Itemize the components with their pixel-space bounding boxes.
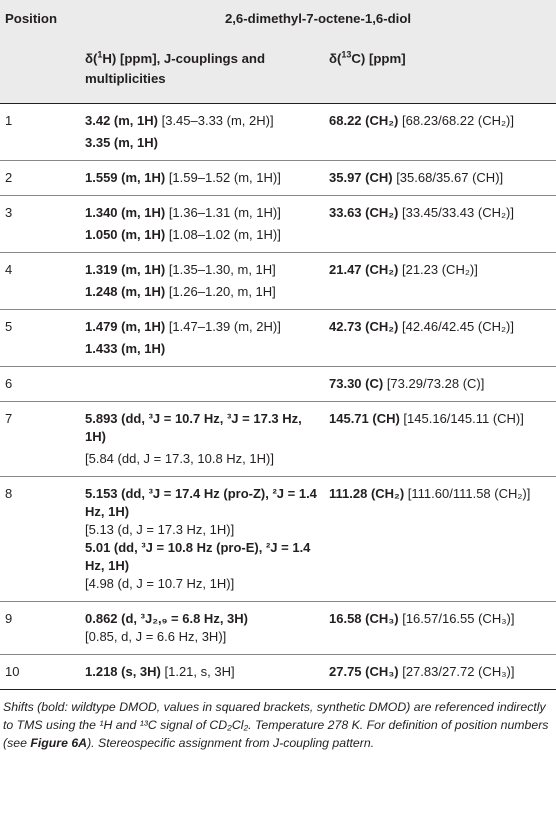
table-footnote: Shifts (bold: wildtype DMOD, values in squared brackets, synthetic DMOD) are referenced indirectly to TMS using the ¹H and ¹³C signal of CD₂Cl₂. Temperature 278 K. For definition of position numbers (see Figure 6A). Stereospecific assignment from J-coupling pattern. [3, 700, 549, 750]
table-row: 5 1.479 (m, 1H) [1.47–1.39 (m, 2H)] 1.433 (m, 1H) 42.73 (CH₂) [42.46/42.45 (CH₂)] [5, 319, 514, 356]
table-row: 3 1.340 (m, 1H) [1.36–1.31 (m, 1H)] 1.050 (m, 1H) [1.08–1.02 (m, 1H)] 33.63 (CH₂) [33.45/33.43 (CH₂)] [5, 205, 514, 242]
position-header: Position [0, 0, 80, 35]
table-row: 9 0.862 (d, ³J₂,₉ = 6.8 Hz, 3H) [0.85, d, J = 6.6 Hz, 3H)] 16.58 (CH₃) [16.57/16.55 (CH₃)] [5, 611, 515, 644]
proton-shift-header: δ($^1$H) [ppm], J-couplings and multiplicities [80, 35, 323, 104]
table-row: 6 73.30 (C) [73.29/73.28 (C)] [5, 376, 485, 391]
table-row: 8 5.153 (dd, ³J = 17.4 Hz (pro-Z), ²J = 1.4 Hz, 1H) [5.13 (d, J = 17.3 Hz, 1H)] 5.01 (dd, ³J = 10.8 Hz (pro-E), ²J = 1.4 Hz, 1H) [4.98 (d, J = 10.7 Hz, 1H)] 111.28 (CH₂) [111.60/111.58 (CH₂)] [5, 486, 531, 591]
figure-reference: Figure 6A [30, 736, 88, 750]
table-row: 10 1.218 (s, 3H) [1.21, s, 3H] 27.75 (CH₃) [27.83/27.72 (CH₃)] [5, 664, 515, 679]
table-row: 2 1.559 (m, 1H) [1.59–1.52 (m, 1H)] 35.97 (CH) [35.68/35.67 (CH)] [5, 170, 504, 185]
table-row: 7 5.893 (dd, ³J = 10.7 Hz, ³J = 17.3 Hz, 1H) [5.84 (dd, J = 17.3, 10.8 Hz, 1H)] 145.71 (CH) [145.16/145.11 (CH)] [5, 411, 524, 466]
table-row: 1 3.42 (m, 1H) [3.45–3.33 (m, 2H)] 3.35 (m, 1H) 68.22 (CH₂) [68.23/68.22 (CH₂)] [5, 113, 514, 150]
table-header-row [0, 0, 556, 35]
carbon-shift-header: δ($^{13}$C) [ppm] [323, 35, 556, 104]
table-row: 4 1.319 (m, 1H) [1.35–1.30, m, 1H] 1.248 (m, 1H) [1.26–1.20, m, 1H] 21.47 (CH₂) [21.23 (CH₂)] [5, 262, 478, 299]
compound-header: 2,6-dimethyl-7-octene-1,6-diol [80, 0, 556, 35]
table-subheader-row [0, 35, 556, 104]
